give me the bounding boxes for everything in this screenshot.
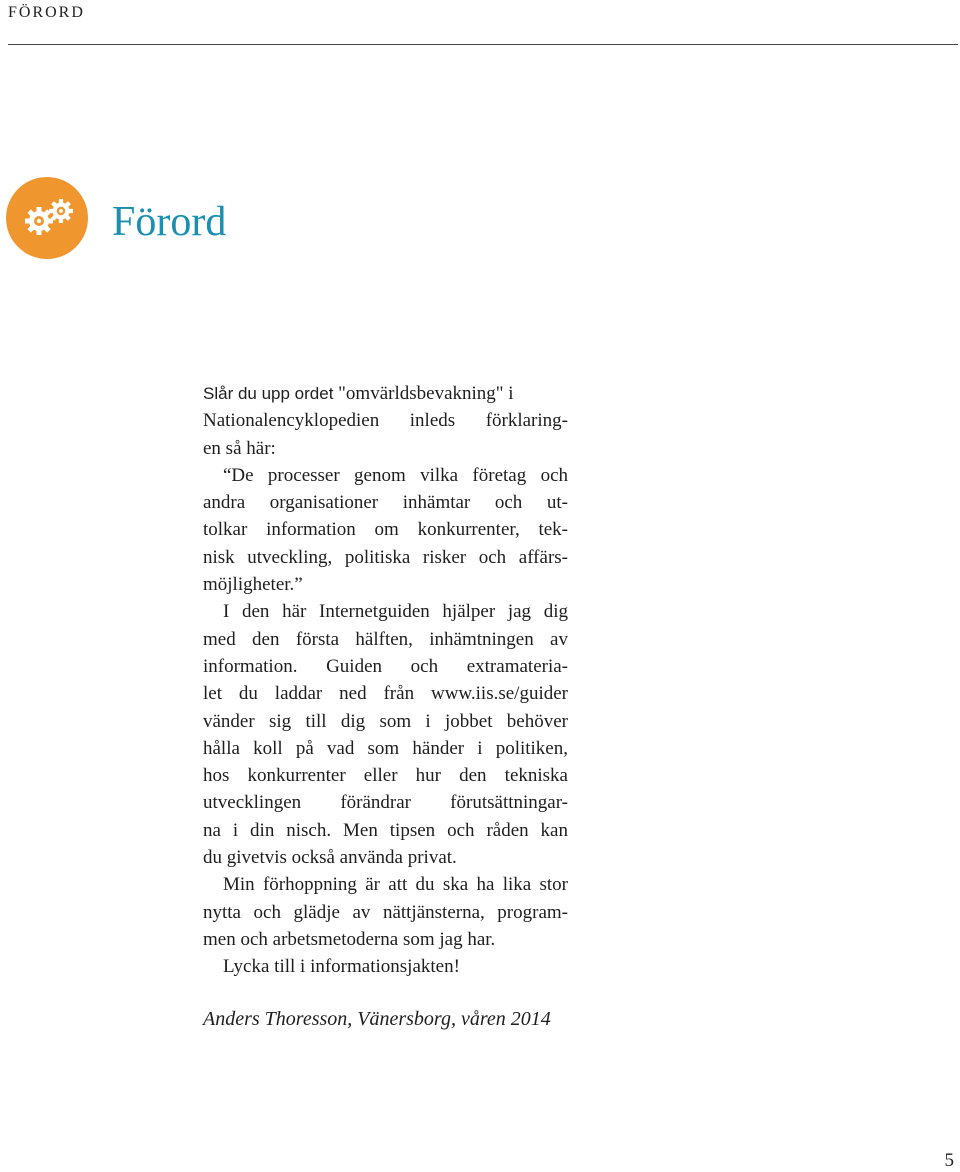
page-number: 5 (944, 1150, 954, 1171)
text-line: andra organisationer inhämtar och ut- (203, 492, 568, 514)
chapter-title: Förord (112, 199, 227, 245)
text-line: I den här Internetguiden hjälper jag dig (223, 601, 568, 623)
gears-icon (6, 177, 88, 259)
running-header: FÖRORD (8, 4, 85, 21)
text-line: “De processer genom vilka företag och (223, 464, 568, 486)
text-line: en så här: (203, 437, 276, 459)
text-line: let du laddar ned från www.iis.se/guider (203, 683, 568, 705)
text-line: utvecklingen förändrar förutsättningar- (203, 792, 568, 814)
lead-in: Slår du upp ordet (203, 384, 334, 403)
text-line: Lycka till i informationsjakten! (223, 956, 460, 978)
text-line: hos konkurrenter eller hur den tekniska (203, 765, 568, 787)
text-line: Min förhoppning är att du ska ha lika stor (223, 874, 568, 896)
text-line: möjligheter.” (203, 574, 303, 596)
text-line: vänder sig till dig som i jobbet behöver (203, 710, 568, 732)
text-line: information. Guiden och extramateria- (203, 655, 568, 677)
text-line: Nationalencyklopedien inleds förklaring- (203, 410, 568, 432)
text-line: nisk utveckling, politiska risker och affärs- (203, 546, 568, 568)
text-line-fragment: "omvärldsbevakning" i (333, 383, 514, 404)
text-line: med den första hälften, inhämtningen av (203, 628, 568, 650)
gears-icon-graphic (6, 177, 88, 259)
text-line (203, 380, 568, 407)
text-line: na i din nisch. Men tipsen och råden kan (203, 819, 568, 841)
body-text (203, 380, 568, 981)
text-line: tolkar information om konkurrenter, tek- (203, 519, 568, 541)
header-rule (8, 44, 958, 45)
text-line: nytta och glädje av nättjänsterna, program- (203, 901, 568, 923)
text-line: hålla koll på vad som händer i politiken, (203, 737, 568, 759)
signature: Anders Thoresson, Vänersborg, våren 2014 (203, 1008, 551, 1030)
text-line: du givetvis också använda privat. (203, 847, 457, 869)
text-line: men och arbetsmetoderna som jag har. (203, 928, 496, 950)
